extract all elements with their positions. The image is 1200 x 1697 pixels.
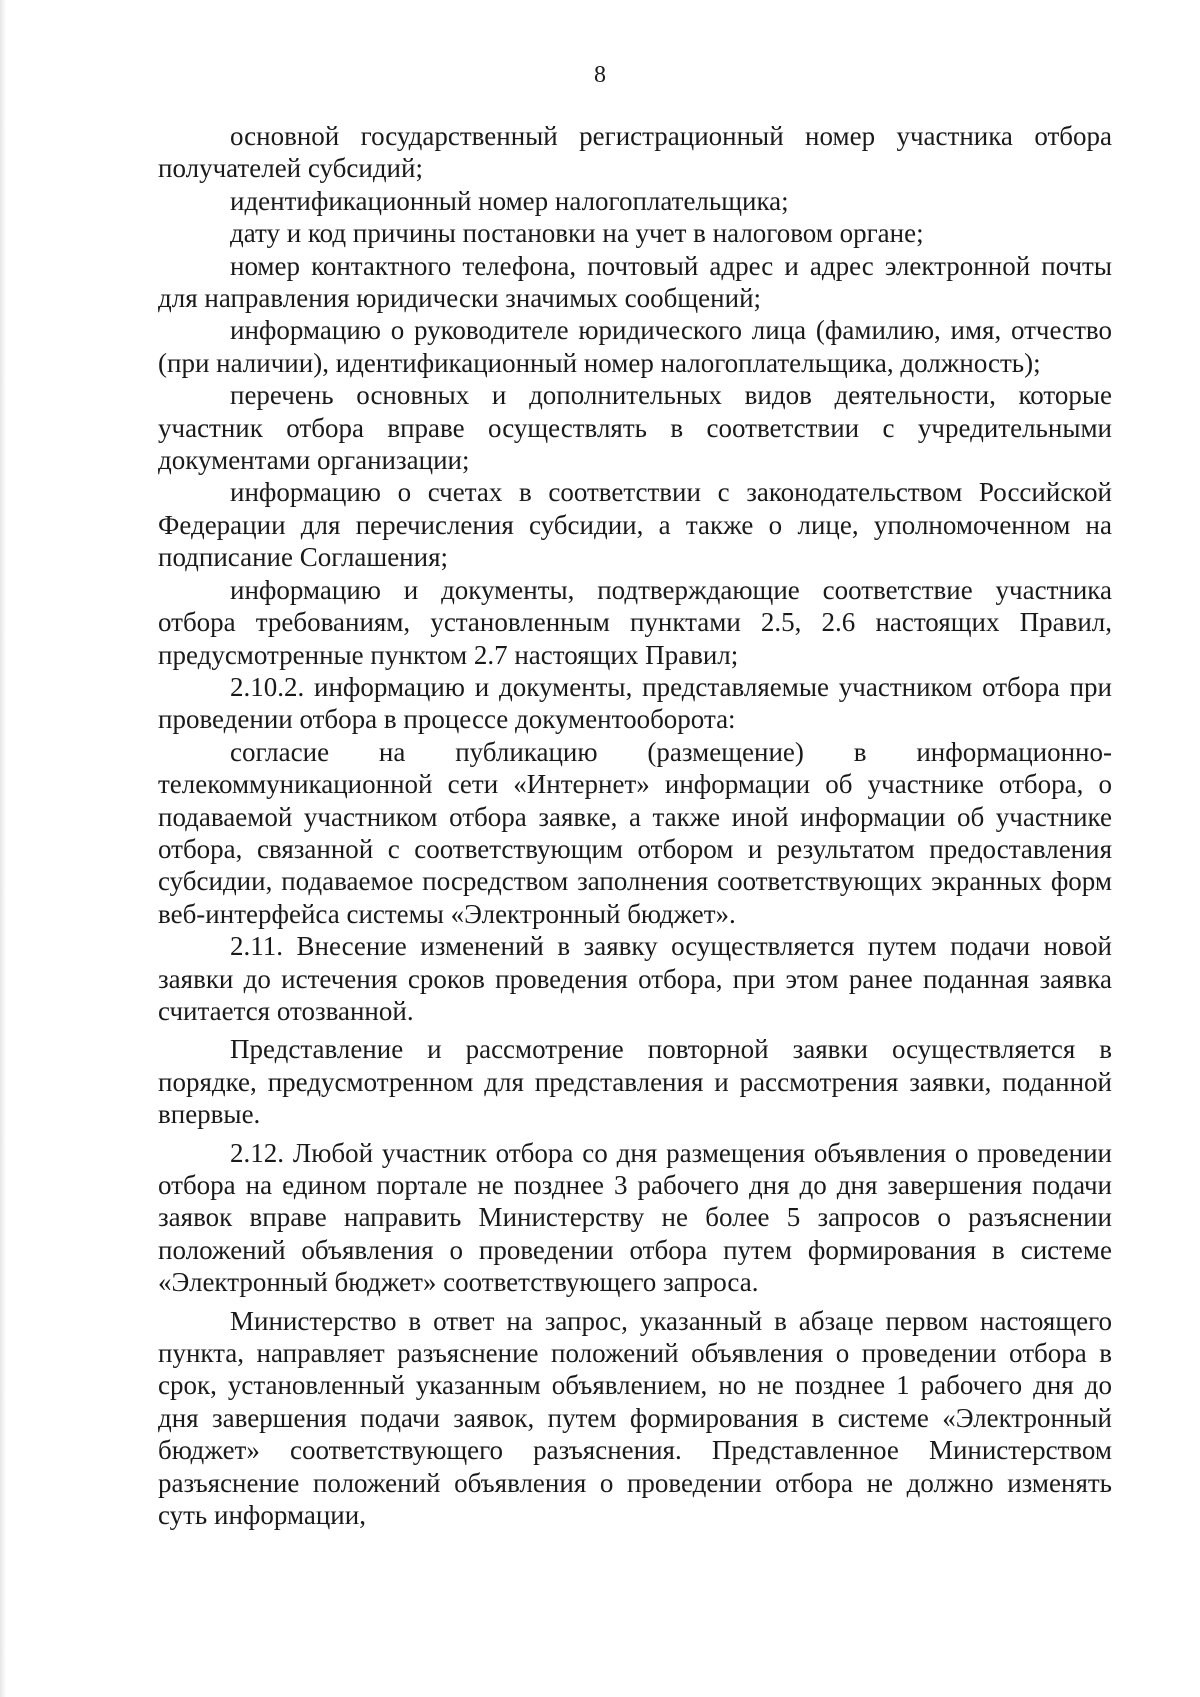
paragraph-2-10-2: 2.10.2. информацию и документы, представляемые участником отбора при проведении отбора в процессе документооборота:	[158, 671, 1112, 735]
page-number: 8	[594, 62, 606, 88]
paragraph-activities: перечень основных и дополнительных видов деятельности, которые участник отбора вправе осуществлять в соответствии с учредительными документами организации;	[158, 380, 1112, 476]
paragraph-contacts: номер контактного телефона, почтовый адрес и адрес электронной почты для направления юридически значимых сообщений;	[158, 250, 1112, 314]
paragraph-kpp: дату и код причины постановки на учет в налоговом органе;	[230, 218, 924, 249]
document-body	[158, 120, 1112, 1531]
paragraph-repeat-application: Представление и рассмотрение повторной заявки осуществляется в порядке, предусмотренном для представления и рассмотрения заявки, поданной впервые.	[158, 1034, 1112, 1130]
paragraph-2-12: 2.12. Любой участник отбора со дня размещения объявления о проведении отбора на едином портале не позднее 3 рабочего дня до дня завершения подачи заявок вправе направить Министерству не более 5 запросов о разъяснении положений объявления о проведении отбора путем формирования в системе «Электронный бюджет» соответствующего запроса.	[158, 1137, 1112, 1298]
paragraph-ministry-response: Министерство в ответ на запрос, указанный в абзаце первом настоящего пункта, направляет разъяснение положений объявления о проведении отбора в срок, установленный указанным объявлением, но не позднее 1 рабочего дня до дня завершения подачи заявок, путем формирования в системе «Электронный бюджет» соответствующего разъяснения. Представленное Министерством разъяснение положений объявления о проведении отбора не должно изменять суть информации,	[158, 1305, 1112, 1531]
paragraph-consent: согласие на публикацию (размещение) в информационно-телекоммуникационной сети «Интернет» информации об участнике отбора, о подаваемой участником отбора заявке, а также иной информации об участнике отбора, связанной с соответствующим отбором и результатом предоставления субсидии, подаваемое посредством заполнения соответствующих экранных форм веб-интерфейса системы «Электронный бюджет».	[158, 736, 1112, 929]
paragraph-head-info: информацию о руководителе юридического лица (фамилию, имя, отчество (при наличии), идентификационный номер налогоплательщика, должность);	[158, 315, 1112, 378]
paragraph-ogrn: основной государственный регистрационный номер участника отбора получателей субсидий;	[158, 121, 1112, 184]
scan-edge-shadow	[0, 0, 6, 1697]
paragraph-compliance-docs: информацию и документы, подтверждающие соответствие участника отбора требованиям, установленным пунктами 2.5, 2.6 настоящих Правил, предусмотренные пунктом 2.7 настоящих Правил;	[158, 574, 1112, 670]
paragraph-2-11: 2.11. Внесение изменений в заявку осуществляется путем подачи новой заявки до истечения сроков проведения отбора, при этом ранее поданная заявка считается отозванной.	[158, 931, 1112, 1026]
paragraph-accounts: информацию о счетах в соответствии с законодательством Российской Федерации для перечисления субсидии, а также о лице, уполномоченном на подписание Соглашения;	[158, 477, 1112, 573]
paragraph-inn: идентификационный номер налогоплательщика;	[230, 185, 789, 216]
